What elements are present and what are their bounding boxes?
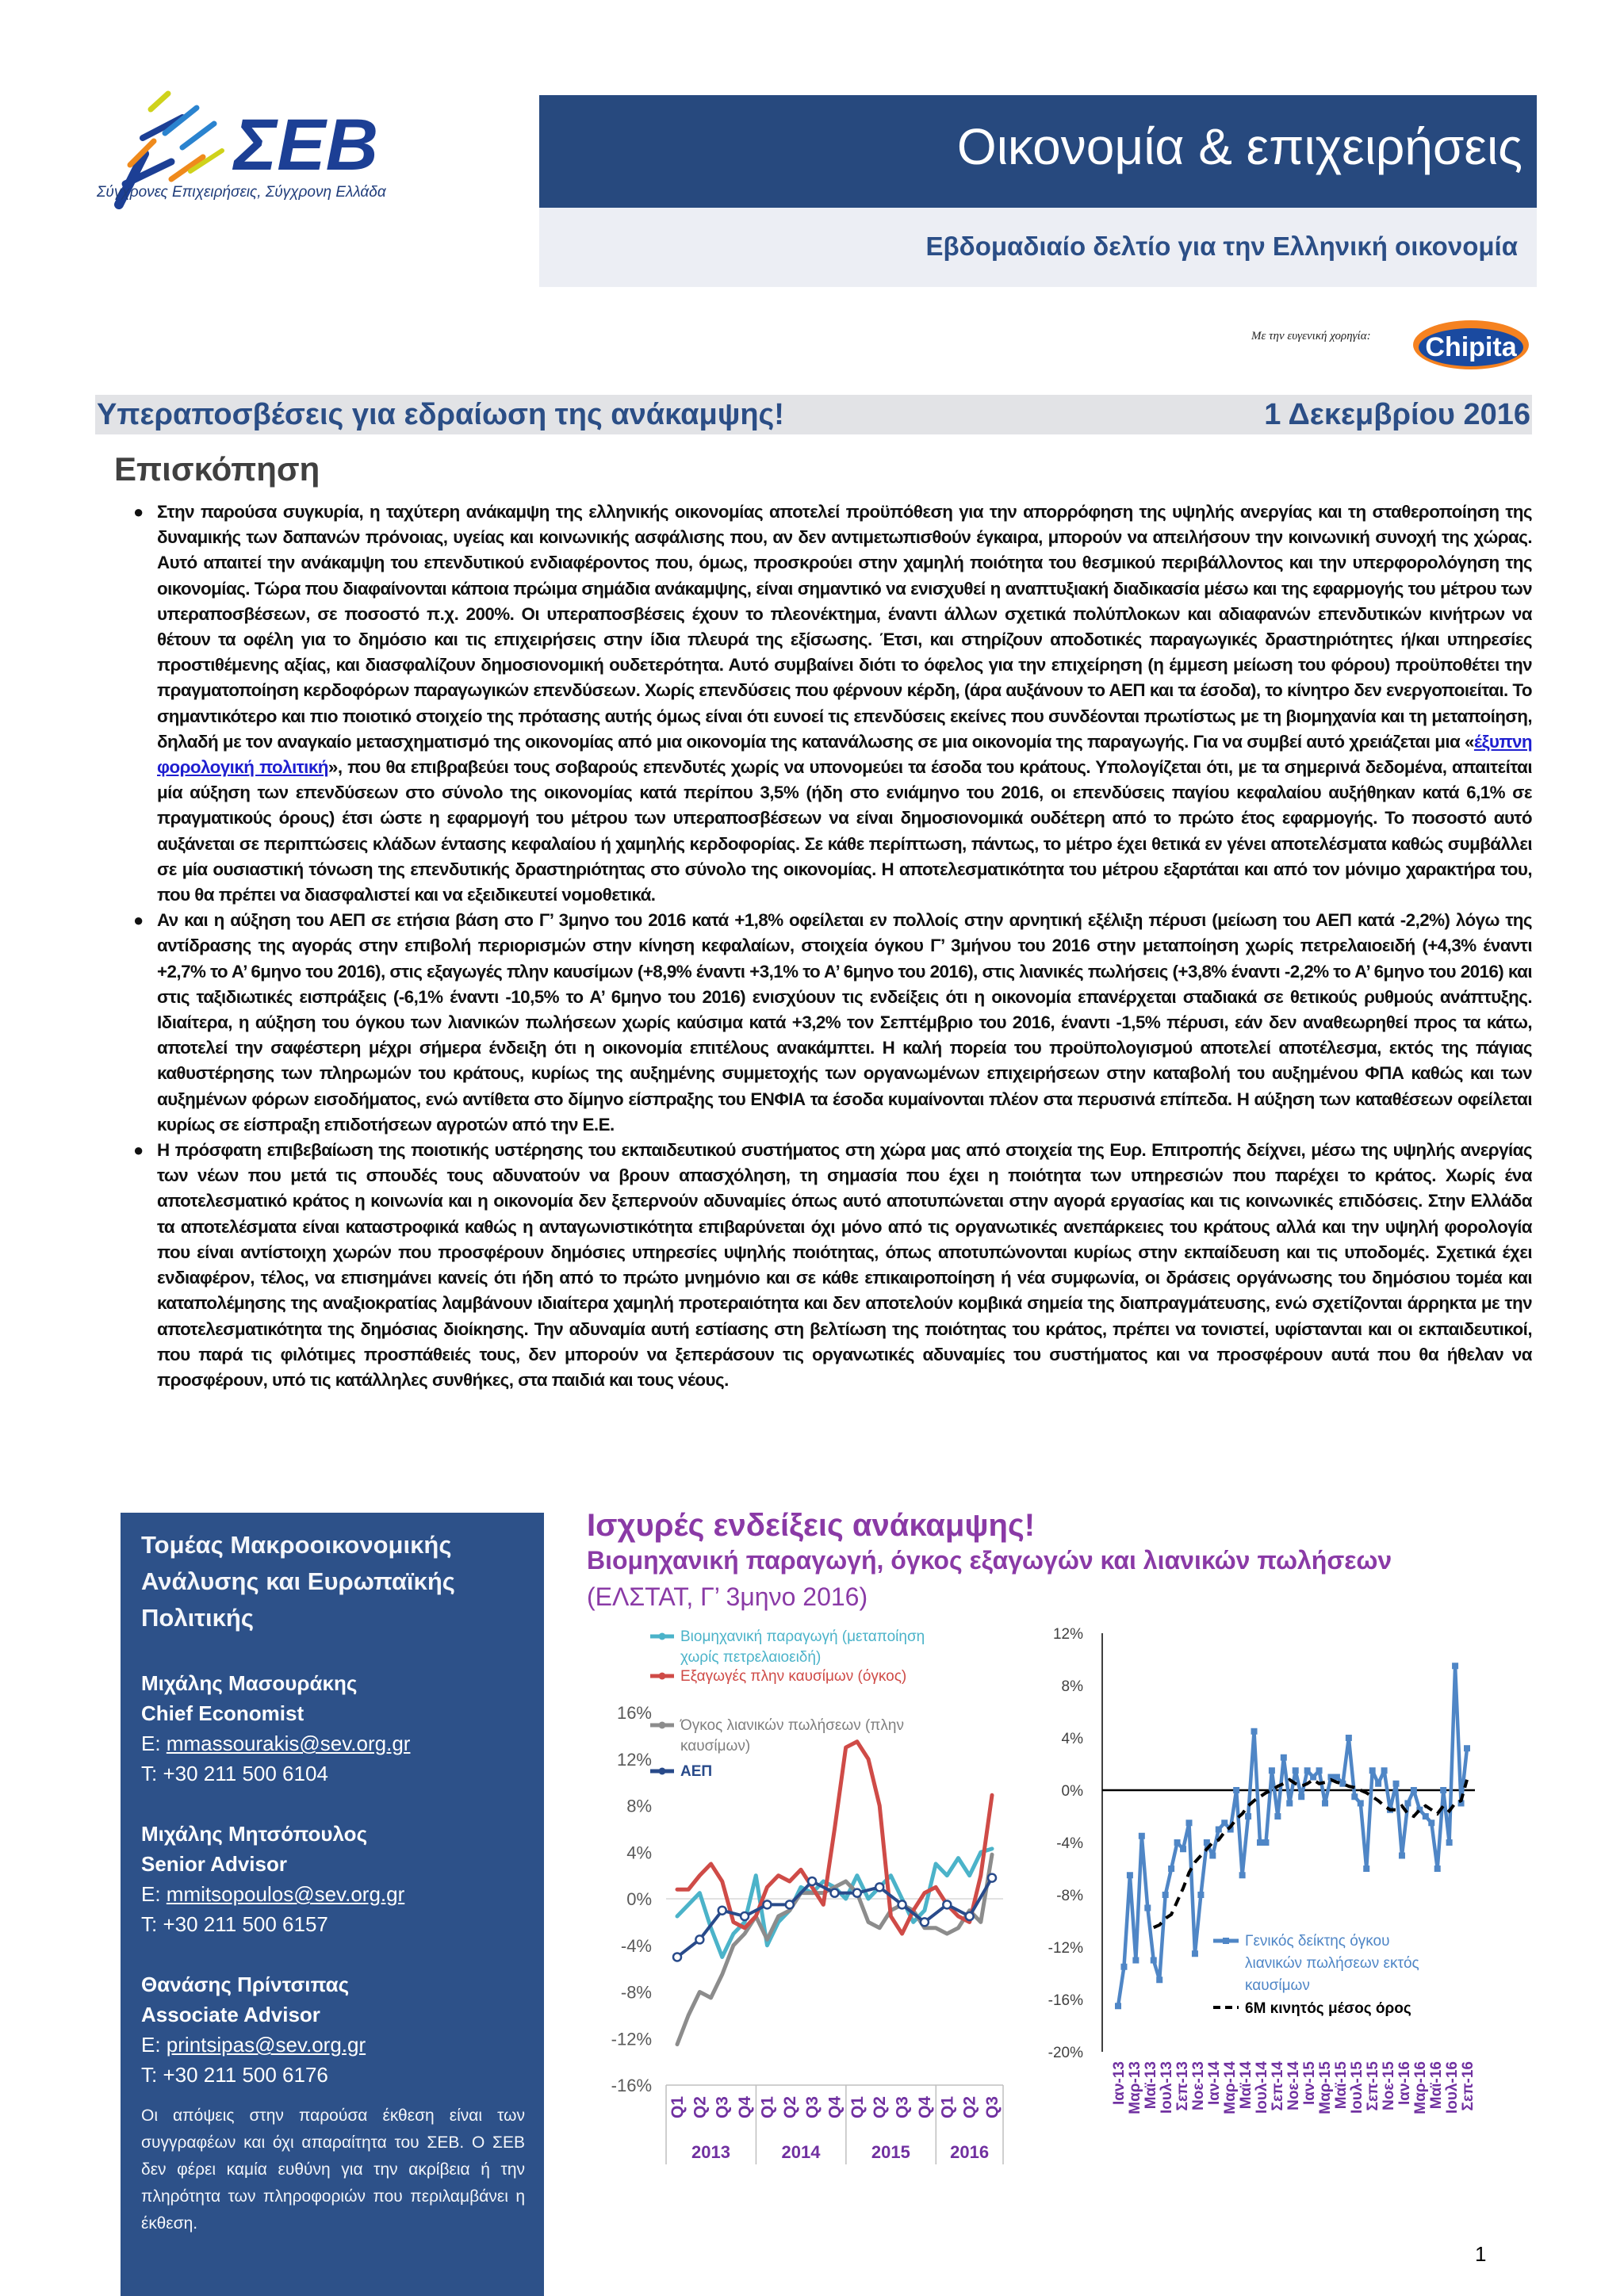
x-tick-label: Σεπ-15 bbox=[1365, 2061, 1381, 2111]
y-tick-label: 8% bbox=[1061, 1678, 1083, 1695]
logo-text: ΣΕΒ bbox=[234, 105, 379, 186]
x-tick-label: Ιαν-16 bbox=[1396, 2061, 1413, 2105]
x-tick-label: Q3 bbox=[893, 2096, 912, 2119]
x-tick-label: Q4 bbox=[825, 2096, 845, 2119]
legend-label-exports: Εξαγωγές πλην καυσίμων (όγκος) bbox=[680, 1668, 907, 1685]
retail-point bbox=[1233, 1787, 1239, 1793]
legend-marker-industry bbox=[659, 1633, 666, 1640]
retail-point bbox=[1174, 1839, 1181, 1846]
y-tick-label: -20% bbox=[1048, 2045, 1083, 2061]
retail-point bbox=[1322, 1800, 1328, 1807]
contact-name: Μιχάλης Μητσόπουλος bbox=[141, 1822, 368, 1846]
retail-point bbox=[1120, 1964, 1127, 1970]
paragraph-text: Η πρόσφατη επιβεβαίωση της ποιοτικής υστέρησης του εκπαιδευτικού συστήματος στη χώρα μας από στοιχεία της Ευρ. Επιτροπής δείχνει, μέσω της υψηλής ανεργίας των νέων που μετά τις σπουδές τους αδυνατούν να βρουν απασχόληση, τη σημασία που έχει η ποιότητα των υπηρεσιών που παρέχει το κράτος. Χωρίς ένα αποτελεσματικό κράτος η κοινωνία και η οικονομία δεν ξεπερνούν αδυναμίες όπως αυτό αποτυπώνεται στην αγορά εργασίας και τις κοινωνικές επιδόσεις. Στην Ελλάδα τα αποτελέσματα είναι καταστροφικά καθώς η ανταγωνιστικότητα επιβαρύνεται όχι μόνο από τις οργανωτικές ανεπάρκειες του κράτους αλλά και την υψηλή φορολογία που είναι αντίστοιχη χωρών που προσφέρουν δημόσιες υπηρεσίες υψηλής ποιότητας, όπως αποτυπώνονται κυρίως στην εκπαίδευση και τις υποδομές. Σχετικά έχει ενδιαφέρον, τέλος, να επισημάνει κανείς ότι ήδη από το πρώτο μνημόνιο και σε κάθε επικαιροποίηση ή νέα συμφωνία, οι δράσεις οργάνωσης του δημόσιου τομέα και καταπολέμησης της αναξιοκρατίας λαμβάνουν ιδιαίτερα χαμηλή προτεραιότητα και δεν αποτελούν κομβικά σημεία της διαπραγμάτευσης, ενώ σχετίζονται άρρηκτα με την αποτελεσματικότητα της δημόσιας διοίκησης. Την αδυναμία αυτή εστίασης στη βελτίωση της ποιότητας του κράτος, πρέπει να τονιστεί, υφίστανται και οι εκπαιδευτικοί, που παρά τις φιλότιμες προσπάθειές τους, δεν μπορούν να ξεπεράσουν τις οργανωτικές αδυναμίες του συστήματος και να προσφέρουν αυτά που θα ήθελαν να προσφέρουν, υπό τις κατάλληλες συνθήκες, στα παιδιά και τους νέους. bbox=[157, 1140, 1532, 1390]
year-label: 2014 bbox=[781, 2142, 821, 2162]
retail-point bbox=[1185, 1820, 1192, 1826]
contact-phone: T: +30 211 500 6176 bbox=[141, 2063, 328, 2087]
retail-point bbox=[1216, 1827, 1222, 1833]
chipita-logo bbox=[1411, 319, 1530, 371]
charts-subheading: Βιομηχανική παραγωγή, όγκος εξαγωγών και λιανικών πωλήσεων bbox=[587, 1546, 1392, 1575]
x-tick-label: Σεπ-16 bbox=[1460, 2061, 1477, 2111]
gdp-point bbox=[988, 1874, 996, 1882]
overview-paragraph-2 bbox=[116, 908, 1532, 1138]
x-tick-label: Μαρ-16 bbox=[1412, 2061, 1429, 2114]
contact-name: Μιχάλης Μασουράκης bbox=[141, 1671, 358, 1695]
bullet-icon: ● bbox=[133, 1140, 144, 1161]
x-tick-label: Ιαν-13 bbox=[1111, 2061, 1128, 2105]
retail-point bbox=[1245, 1813, 1251, 1820]
newsletter-subtitle: Εβδομαδιαίο δελτίο για την Ελληνική οικονομία bbox=[925, 232, 1518, 261]
page-number: 1 bbox=[1475, 2242, 1487, 2266]
retail-point bbox=[1446, 1839, 1453, 1846]
retail-point bbox=[1221, 1820, 1228, 1826]
overview-body bbox=[116, 499, 1532, 1393]
y-tick-label: -8% bbox=[1056, 1888, 1083, 1904]
y-tick-label: -4% bbox=[620, 1935, 652, 1956]
year-label: 2013 bbox=[691, 2142, 731, 2162]
contact-phone: T: +30 211 500 6104 bbox=[141, 1762, 328, 1785]
y-tick-label: 0% bbox=[1061, 1783, 1083, 1800]
email-prefix: E: bbox=[141, 1732, 167, 1755]
x-tick-label: Q4 bbox=[736, 2096, 755, 2119]
retail-point bbox=[1286, 1800, 1293, 1807]
headline-date: 1 Δεκεμβρίου 2016 bbox=[1264, 398, 1530, 431]
x-tick-label: Ιαν-15 bbox=[1301, 2061, 1318, 2105]
contact-role: Senior Advisor bbox=[141, 1852, 287, 1876]
gdp-point bbox=[741, 1912, 749, 1920]
gdp-point bbox=[695, 1935, 703, 1943]
contact-role: Chief Economist bbox=[141, 1701, 304, 1725]
x-tick-label: Ιουλ-13 bbox=[1159, 2061, 1175, 2114]
retail-point bbox=[1115, 2003, 1121, 2009]
legend-label-retail: καυσίμων) bbox=[680, 1738, 751, 1755]
year-label: 2016 bbox=[950, 2142, 990, 2162]
y-tick-label: -16% bbox=[1048, 1992, 1083, 2009]
y-tick-label: -12% bbox=[611, 2029, 652, 2049]
retail-point bbox=[1151, 1957, 1157, 1964]
retail-point bbox=[1274, 1813, 1281, 1820]
x-tick-label: Σεπ-13 bbox=[1174, 2061, 1191, 2111]
retail-point bbox=[1334, 1774, 1340, 1781]
x-tick-label: Νοε-15 bbox=[1381, 2061, 1397, 2110]
retail-point bbox=[1346, 1735, 1352, 1741]
retail-point bbox=[1156, 1976, 1162, 1983]
retail-point bbox=[1440, 1787, 1446, 1793]
x-tick-label: Μαϊ-14 bbox=[1238, 2061, 1254, 2110]
retail-point bbox=[1293, 1767, 1299, 1774]
disclaimer: Οι απόψεις στην παρούσα έκθεση είναι των συγγραφέων και όχι απαραίτητα του ΣΕΒ. Ο ΣΕΒ δεν φέρει καμία ευθύνη για την ακρίβεια ή την πληρότητα των πληροφοριών που περιλαμβάνει η έκθεση. bbox=[141, 2107, 525, 2233]
retail-point bbox=[1351, 1793, 1358, 1800]
smart-tax-policy-link[interactable]: έξυπνη φορολογική πολιτική bbox=[157, 731, 1532, 778]
paragraph-text: Στην παρούσα συγκυρία, η ταχύτερη ανάκαμψη της ελληνικής οικονομίας αποτελεί προϋπόθεση για την απορρόφηση της υψηλής ανεργίας και τη σταθεροποίηση της δυναμικής των δαπανών πρόνοιας, υγείας και κοινωνικής ασφάλισης που, αν δεν αντιμετωπισθούν έγκαιρα, μπορούν να απειλήσουν την κοινωνική συνοχή της χώρας. Αυτό απαιτεί την ανάκαμψη του επενδυτικού ενδιαφέροντος που, όμως, προσκρούει στην χαμηλή ποιότητα του θεσμικού περιβάλλοντος και την υπερφορολόγηση της οικονομίας. Τώρα που διαφαίνονται κάποια πρώιμα σημάδια ανάκαμψης, είναι σημαντικό να ενισχυθεί η αναπτυξιακή διαδικασία μέσω και της εφαρμογής του μέτρου των υπεραποσβέσεων, σε ποσοστό π.χ. 200%. Οι υπεραποσβέσεις έχουν το πλεονέκτημα, έναντι άλλων σχετικά πολύπλοκων και αδιαφανών επενδυτικών κινήτρων να θέτουν τα οφέλη για το δημόσιο και τις επιχειρήσεις στην ίδια πλευρά της εξίσωσης. Έτσι, και στηρίζουν αποδοτικές παραγωγικές δραστηριότητες ή/και υπηρεσίες προστιθέμενης αξίας, και διασφαλίζουν δημοσιονομική ουδετερότητα. Αυτό συμβαίνει διότι το όφελος για την επιχείρηση (η έμμεση μείωση του φόρου) προϋποθέτει την πραγματοποίηση κερδοφόρων παραγωγικών επενδύσεων. Χωρίς επενδύσεις που φέρνουν κέρδη, (άρα αυξάνουν το ΑΕΠ και τα έσοδα), το κίνητρο δεν ενεργοποιείται. Το σημαντικότερο και πιο ποιοτικό στοιχείο της πρότασης αυτής όμως είναι ότι ευνοεί τις επενδύσεις εκείνες που συνδέονται πρωτίστως με τη βιομηχανία και τη μεταποίηση, δηλαδή με τον αναγκαίο μετασχηματισμό της οικονομίας από μια οικονομία της κατανάλωσης σε μια οικονομία της παραγωγής. Για να συμβεί αυτό χρειάζεται μια « bbox=[157, 502, 1532, 752]
x-tick-label: Μαρ-14 bbox=[1222, 2061, 1239, 2114]
x-tick-label: Q2 bbox=[871, 2096, 890, 2119]
logo-tagline: Σύγχρονες Επιχειρήσεις, Σύγχρονη Ελλάδα bbox=[97, 184, 386, 201]
contact-email-row bbox=[141, 1879, 525, 1909]
contact-sidebar bbox=[121, 1513, 544, 2296]
contact-card bbox=[141, 1969, 525, 2090]
retail-point bbox=[1262, 1839, 1269, 1846]
retail-point bbox=[1358, 1800, 1364, 1807]
x-tick-label: Σεπ-14 bbox=[1270, 2061, 1286, 2111]
x-tick-label: Νοε-13 bbox=[1190, 2061, 1207, 2110]
sponsor-logo-text: Chipita bbox=[1425, 332, 1517, 362]
x-tick-label: Μαρ-13 bbox=[1127, 2061, 1143, 2114]
legend-label-ma: 6Μ κινητός μέσος όρος bbox=[1245, 2000, 1411, 2017]
x-tick-label: Q1 bbox=[938, 2096, 957, 2119]
gdp-point bbox=[875, 1883, 883, 1891]
retail-point bbox=[1375, 1781, 1381, 1787]
contact-email-link[interactable]: mmitsopoulos@sev.org.gr bbox=[166, 1882, 405, 1906]
y-tick-label: -8% bbox=[620, 1982, 652, 2003]
newsletter-title: Οικονομία & επιχειρήσεις bbox=[956, 118, 1522, 175]
retail-point bbox=[1423, 1813, 1429, 1820]
retail-point bbox=[1162, 1892, 1169, 1898]
legend-marker-retail bbox=[1223, 1938, 1229, 1944]
legend-marker-gdp bbox=[659, 1768, 666, 1775]
overview-title: Επισκόπηση bbox=[114, 450, 320, 488]
retail-point bbox=[1369, 1767, 1376, 1774]
retail-point bbox=[1428, 1820, 1434, 1826]
bullet-icon: ● bbox=[133, 502, 144, 522]
retail-point bbox=[1339, 1781, 1346, 1787]
x-tick-label: Ιουλ-16 bbox=[1444, 2061, 1461, 2114]
contact-card bbox=[141, 1668, 525, 1789]
retail-point bbox=[1144, 1905, 1151, 1911]
x-tick-label: Q3 bbox=[803, 2096, 822, 2119]
legend-label-retail: Γενικός δείκτης όγκου bbox=[1245, 1933, 1390, 1950]
overview-paragraph-3 bbox=[116, 1138, 1532, 1393]
x-tick-label: Μαρ-15 bbox=[1317, 2061, 1334, 2114]
x-tick-label: Ιουλ-15 bbox=[1349, 2061, 1365, 2114]
retail-point bbox=[1452, 1663, 1458, 1669]
email-prefix: E: bbox=[141, 2033, 167, 2057]
y-tick-label: 12% bbox=[616, 1749, 652, 1770]
retail-point bbox=[1381, 1767, 1388, 1774]
gdp-point bbox=[831, 1889, 839, 1897]
gdp-point bbox=[966, 1912, 974, 1920]
retail-point bbox=[1464, 1745, 1470, 1751]
retail-point bbox=[1197, 1892, 1204, 1898]
retail-point bbox=[1139, 1833, 1145, 1839]
retail-point bbox=[1310, 1774, 1316, 1781]
contact-card bbox=[141, 1819, 525, 1939]
gdp-point bbox=[763, 1900, 771, 1908]
quarterly-indicators-chart bbox=[571, 1617, 1015, 2164]
gdp-point bbox=[943, 1900, 951, 1908]
bullet-icon: ● bbox=[133, 910, 144, 931]
retail-point bbox=[1363, 1866, 1369, 1872]
x-tick-label: Ιουλ-14 bbox=[1254, 2061, 1270, 2114]
legend-label-industry: Βιομηχανική παραγωγή (μεταποίηση bbox=[680, 1628, 925, 1645]
y-tick-label: -4% bbox=[1056, 1835, 1083, 1852]
email-prefix: E: bbox=[141, 1882, 167, 1906]
contact-role: Associate Advisor bbox=[141, 2003, 320, 2026]
retail-point bbox=[1251, 1728, 1258, 1735]
retail-point bbox=[1269, 1767, 1275, 1774]
y-tick-label: 4% bbox=[1061, 1731, 1083, 1747]
y-tick-label: 4% bbox=[626, 1843, 652, 1863]
gdp-point bbox=[921, 1918, 929, 1926]
x-tick-label: Q4 bbox=[915, 2096, 934, 2119]
y-tick-label: -12% bbox=[1048, 1940, 1083, 1957]
retail-point bbox=[1281, 1755, 1287, 1761]
retail-point bbox=[1209, 1853, 1216, 1859]
legend-label-gdp: ΑΕΠ bbox=[680, 1763, 713, 1780]
charts-heading: Ισχυρές ενδείξεις ανάκαμψης! bbox=[587, 1508, 1036, 1543]
y-tick-label: 8% bbox=[626, 1796, 652, 1816]
legend-label-retail: καυσίμων bbox=[1245, 1977, 1310, 1994]
x-tick-label: Ιαν-14 bbox=[1206, 2061, 1223, 2105]
retail-point bbox=[1132, 1957, 1139, 1964]
y-tick-label: -16% bbox=[611, 2076, 652, 2095]
x-tick-label: Μαϊ-15 bbox=[1333, 2061, 1350, 2110]
x-tick-label: Μαϊ-13 bbox=[1143, 2061, 1159, 2110]
retail-point bbox=[1404, 1800, 1411, 1807]
legend-label-retail: λιανικών πωλήσεων εκτός bbox=[1245, 1955, 1419, 1972]
year-label: 2015 bbox=[871, 2142, 910, 2162]
y-tick-label: 12% bbox=[1052, 1626, 1083, 1643]
retail-point bbox=[1393, 1781, 1400, 1787]
y-tick-label: 0% bbox=[626, 1889, 652, 1909]
gdp-point bbox=[786, 1900, 794, 1908]
retail-point bbox=[1180, 1846, 1186, 1852]
legend-label-industry: χωρίς πετρελαιοειδή) bbox=[680, 1649, 822, 1666]
gdp-point bbox=[808, 1877, 816, 1885]
x-tick-label: Q2 bbox=[960, 2096, 979, 2119]
overview-paragraph-1 bbox=[116, 499, 1532, 908]
contact-email-link[interactable]: printsipas@sev.org.gr bbox=[166, 2033, 366, 2057]
gdp-point bbox=[853, 1889, 861, 1897]
paragraph-text: Αν και η αύξηση του ΑΕΠ σε ετήσια βάση στο Γ’ 3μηνο του 2016 κατά +1,8% οφείλεται εν πολλοίς στην αρνητική εξέλιξη πέρυσι (μείωση του ΑΕΠ κατά -2,2%) λόγω της αντίδρασης της αγοράς στην επιβολή περιορισμών στην κίνηση κεφαλαίων, στοιχεία όγκου Γ’ 3μήνου του 2016 στην μεταποίηση χωρίς πετρελαιοειδή (+4,3% έναντι +2,7% το Α’ 6μηνο του 2016), στις εξαγωγές πλην καυσίμων (+8,9% έναντι +3,1% το Α’ 6μηνο του 2016), στις λιανικές πωλήσεις (+3,8% έναντι -2,2% το Α’ 6μηνο του 2016) και στις ταξιδιωτικές εισπράξεις (-6,1% έναντι -10,5% το Α’ 6μηνο του 2016) ενισχύουν τις ενδείξεις ότι η οικονομία επανέρχεται σταδιακά σε θετικούς ρυθμούς ανάπτυξης. Ιδιαίτερα, η αύξηση του όγκου των λιανικών πωλήσεων χωρίς καύσιμα κατά +3,2% τον Σεπτέμβριο του 2016, έναντι -1,5% πέρυσι, εάν δεν αναθεωρηθεί προς τα κάτω, αποτελεί την σαφέστερη μέχρι σήμερα ένδειξη ότι η οικονομία επιτέλους ανακάμπτει. Η καλή πορεία του προϋπολογισμού αποτελεί αποτέλεσμα, εκτός της πάγιας καθυστέρησης των πληρωμών του κράτους, κυρίως της αυξημένης συμμετοχής των οργανωμένων επιχειρήσεων στην καταβολή του αυξημένου ΦΠΑ καθώς και των αυξημένων φόρων εισοδήματος, ενώ αντίθετα στο δίμηνο είσπραξης του ΕΝΦΙΑ τα έσοδα κυμαίνονται πλέον στα περυσινά επίπεδα. Η αύξηση των καταθέσεων οφείλεται κυρίως σε είσπραξη επιδοτήσεων αγροτών από την Ε.Ε. bbox=[157, 910, 1532, 1135]
sponsor-text: Με την ευγενική χορηγία: bbox=[1251, 330, 1371, 342]
contact-email-link[interactable]: mmassourakis@sev.org.gr bbox=[166, 1732, 411, 1755]
gdp-point bbox=[718, 1907, 726, 1915]
monthly-retail-chart bbox=[1023, 1617, 1499, 2172]
retail-point bbox=[1399, 1853, 1405, 1859]
x-tick-label: Q2 bbox=[691, 2096, 710, 2119]
x-tick-label: Q1 bbox=[668, 2096, 687, 2119]
y-tick-label: 16% bbox=[616, 1703, 652, 1723]
contact-email-row bbox=[141, 1728, 525, 1758]
retail-point bbox=[1168, 1866, 1174, 1872]
sidebar-title: Τομέας Μακροοικονομικής Ανάλυσης και Ευρωπαϊκής Πολιτικής bbox=[141, 1531, 455, 1632]
retail-point bbox=[1304, 1767, 1311, 1774]
x-tick-label: Q1 bbox=[758, 2096, 777, 2119]
retail-point bbox=[1434, 1866, 1441, 1872]
retail-point bbox=[1316, 1767, 1323, 1774]
retail-point bbox=[1298, 1793, 1304, 1800]
paragraph-text: », που θα επιβραβεύει τους σοβαρούς επενδυτές χωρίς να υπονομεύει τα έσοδα του κράτους. Υπολογίζεται ότι, με τα σημερινά δεδομένα, απαιτείται μία αύξηση των επενδύσεων στο σύνολο της οικονομίας κατά περίπου 3,5% (ήδη στο ενιάμηνο του 2016, οι επενδύσεις παγίου κεφαλαίου αυξήθηκαν κατά 6,1% σε πραγματικούς όρους) έτσι ώστε η εφαρμογή του μέτρου των υπεραποσβέσεων να είναι δημοσιονομικά ουδέτερη από το πρώτο έτος εφαρμογής. Το ποσοστό αυτό αυξάνεται σε περιπτώσεις κλάδων έντασης κεφαλαίου ή χαμηλής κερδοφορίας. Σε κάθε περίπτωση, πάντως, το μέτρο έχει θετικά εν γένει αποτελέσματα καθώς συμβάλλει σε μία ουσιαστική τόνωση της επενδυτικής δραστηριότητας στο σύνολο της οικονομίας. Η αποτελεσματικότητα του μέτρου εξαρτάται και από τον μόνιμο χαρακτήρα του, που θα πρέπει να διασφαλιστεί και να εξειδικευτεί νομοθετικά. bbox=[157, 757, 1532, 905]
legend-marker-retail bbox=[659, 1722, 666, 1729]
headline-title: Υπεραποσβέσεις για εδραίωση της ανάκαμψης! bbox=[97, 398, 784, 431]
retail-point bbox=[1411, 1787, 1417, 1793]
contact-phone: T: +30 211 500 6157 bbox=[141, 1912, 328, 1936]
retail-point bbox=[1239, 1872, 1246, 1878]
retail-point bbox=[1127, 1872, 1133, 1878]
gdp-point bbox=[898, 1900, 906, 1908]
legend-marker-exports bbox=[659, 1673, 666, 1680]
x-tick-label: Q3 bbox=[713, 2096, 732, 2119]
retail-point bbox=[1192, 1950, 1198, 1957]
x-tick-label: Q3 bbox=[983, 2096, 1002, 2119]
charts-source: (ΕΛΣΤΑΤ, Γ’ 3μηνο 2016) bbox=[587, 1582, 868, 1611]
retail-point bbox=[1257, 1839, 1263, 1846]
x-tick-label: Μαϊ-16 bbox=[1428, 2061, 1445, 2110]
gdp-point bbox=[673, 1953, 681, 1961]
x-tick-label: Νοε-14 bbox=[1285, 2061, 1302, 2110]
legend-label-retail: Όγκος λιανικών πωλήσεων (πλην bbox=[680, 1717, 904, 1734]
contact-email-row bbox=[141, 2030, 525, 2060]
x-tick-label: Q2 bbox=[780, 2096, 799, 2119]
contact-name: Θανάσης Πρίντσιπας bbox=[141, 1973, 350, 1996]
x-tick-label: Q1 bbox=[848, 2096, 867, 2119]
